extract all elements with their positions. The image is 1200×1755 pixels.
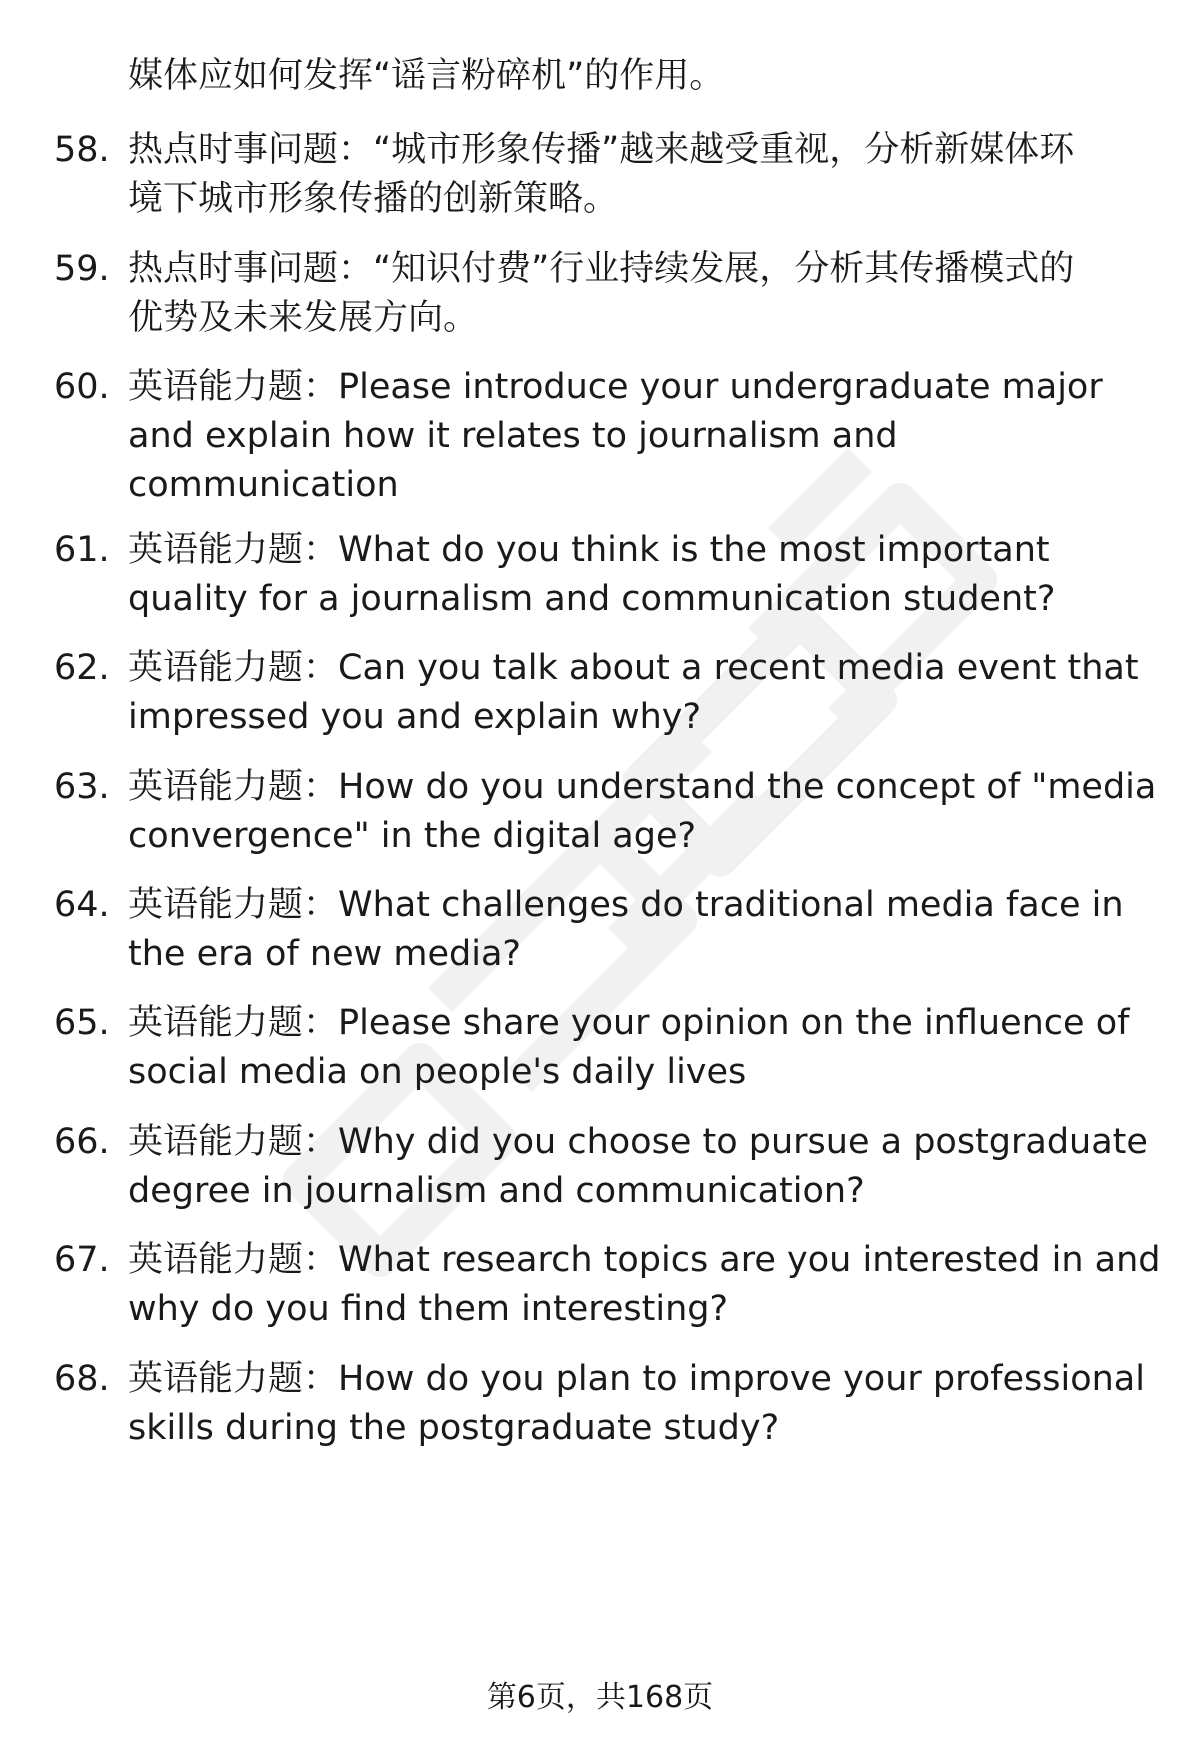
- page-number-label: 第6页，共168页: [486, 1680, 714, 1715]
- question-number: 59.: [54, 249, 110, 289]
- question-number: 60.: [54, 367, 110, 407]
- question-text: [128, 763, 1168, 861]
- text-line: 英语能力题：How do you plan to improve your professional: [128, 1359, 1145, 1399]
- question-number: 68.: [54, 1359, 110, 1399]
- text-line: 英语能力题：Please share your opinion on the influence of: [128, 1003, 1130, 1043]
- text-line: 英语能力题：How do you understand the concept of "media: [128, 767, 1157, 807]
- text-line: 热点时事问题：“知识付费”行业持续发展，分析其传播模式的: [128, 249, 1075, 289]
- question-number: 62.: [54, 648, 110, 688]
- text-line: 英语能力题：Please introduce your undergraduate major: [128, 367, 1103, 407]
- question-number: 63.: [54, 767, 110, 807]
- text-line: 英语能力题：What challenges do traditional media face in: [128, 885, 1124, 925]
- text-line: 英语能力题：Why did you choose to pursue a postgraduate: [128, 1122, 1148, 1162]
- question-number: 64.: [54, 885, 110, 925]
- text-line: 英语能力题：What do you think is the most important: [128, 530, 1050, 570]
- text-line: 优势及未来发展方向。: [128, 298, 479, 338]
- text-line: 热点时事问题：“城市形象传播”越来越受重视，分析新媒体环: [128, 130, 1075, 170]
- page-footer: [0, 1678, 1200, 1718]
- continuation-text: [128, 52, 1168, 101]
- text-line: 境下城市形象传播的创新策略。: [128, 179, 619, 219]
- text-line: skills during the postgraduate study?: [128, 1408, 780, 1448]
- text-line: convergence" in the digital age?: [128, 816, 697, 856]
- question-text: [128, 1355, 1168, 1453]
- question-text: [128, 1236, 1168, 1334]
- question-text: [128, 245, 1168, 343]
- question-number: 67.: [54, 1240, 110, 1280]
- text-line: impressed you and explain why?: [128, 697, 702, 737]
- text-line: quality for a journalism and communication student?: [128, 579, 1056, 619]
- question-text: [128, 526, 1168, 624]
- text-line: degree in journalism and communication?: [128, 1171, 865, 1211]
- question-text: [128, 644, 1168, 742]
- question-text: [128, 1118, 1168, 1216]
- question-text: [128, 881, 1168, 979]
- question-text: [128, 999, 1168, 1097]
- text-line: and explain how it relates to journalism and: [128, 416, 898, 456]
- question-text: [128, 363, 1168, 510]
- question-number: 66.: [54, 1122, 110, 1162]
- text-line: 英语能力题：Can you talk about a recent media event that: [128, 648, 1139, 688]
- text-line: communication: [128, 465, 399, 505]
- question-number: 65.: [54, 1003, 110, 1043]
- text-line: 媒体应如何发挥“谣言粉碎机”的作用。: [128, 56, 725, 96]
- text-line: why do you find them interesting?: [128, 1289, 729, 1329]
- text-line: the era of new media?: [128, 934, 521, 974]
- question-text: [128, 126, 1168, 224]
- question-number: 61.: [54, 530, 110, 570]
- text-line: social media on people's daily lives: [128, 1052, 747, 1092]
- question-number: 58.: [54, 130, 110, 170]
- text-line: 英语能力题：What research topics are you interested in and: [128, 1240, 1161, 1280]
